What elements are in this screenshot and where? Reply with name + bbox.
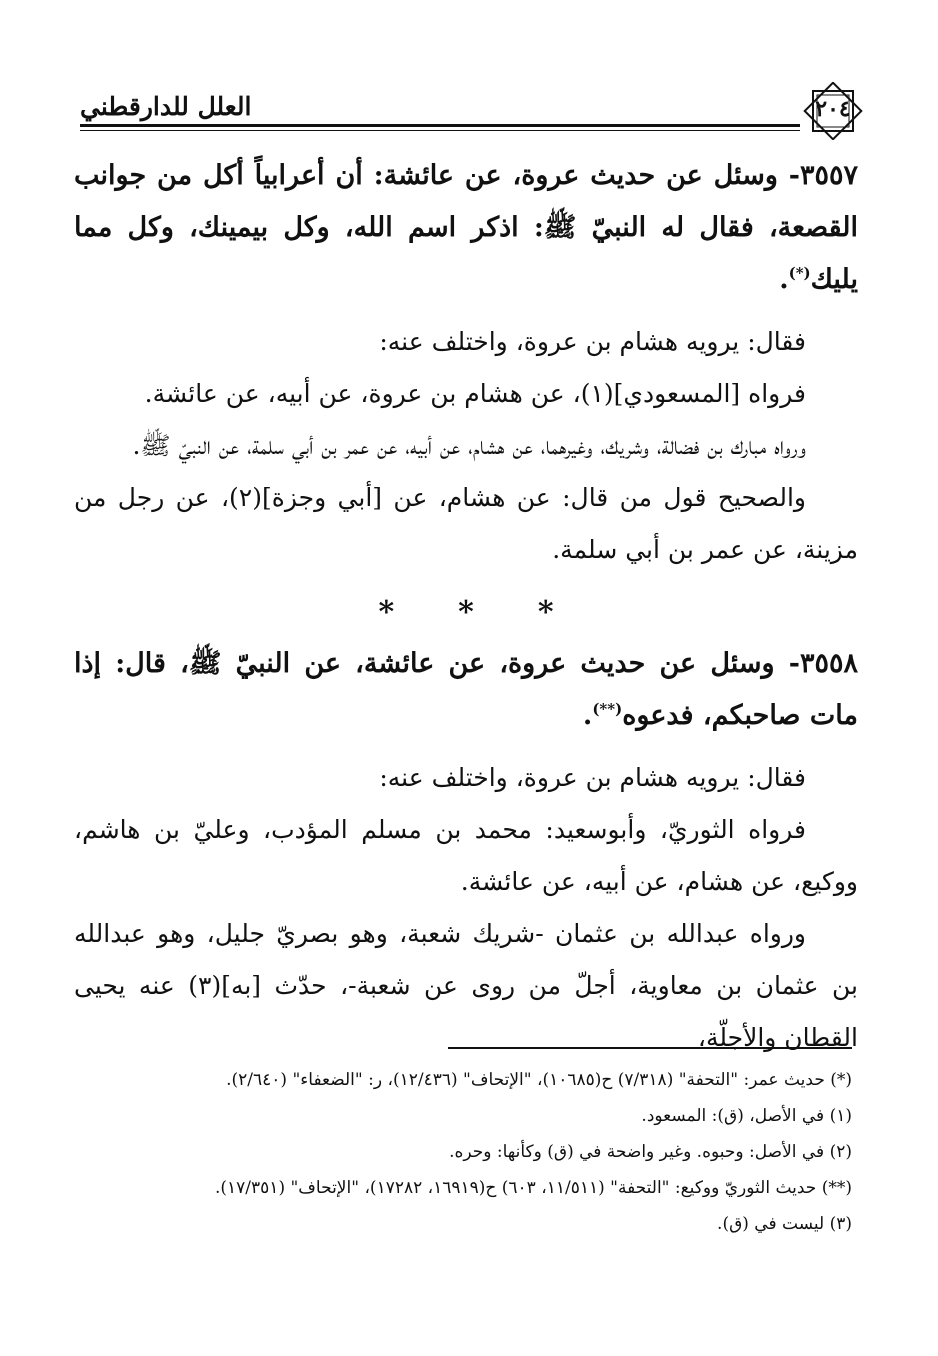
footnote: (١) في الأصل، (ق): المسعود. (641, 1106, 852, 1126)
footnote: (٢) في الأصل: وحبوه. وغير واضحة في (ق) وكأنها: وحره. (449, 1142, 852, 1162)
footnotes (74, 1062, 852, 1242)
paragraph: فرواه الثوريّ، وأبوسعيد: محمد بن مسلم المؤدب، وعليّ بن هاشم، ووكيع، عن هشام، عن أبيه، عن عائشة. (74, 815, 858, 896)
footnote: (**) حديث الثوريّ ووكيع: "التحفة" (١١/٥١١، ٦٠٣) ح(١٦٩١٩، ١٧٢٨٢)، "الإتحاف" (١٧/٣٥١). (215, 1178, 852, 1198)
footnote-rule (448, 1047, 852, 1049)
paragraph: ورواه مبارك بن فضالة، وشريك، وغيرهما، عن هشام، عن أبيه، عن عمر بن أبي سلمة، عن النبيّ ﷺ. (132, 431, 806, 460)
paragraph: فقال: يرويه هشام بن عروة، واختلف عنه: (379, 327, 806, 356)
paragraph: فقال: يرويه هشام بن عروة، واختلف عنه: (379, 763, 806, 792)
running-title: العلل للدارقطني (80, 92, 252, 121)
section-separator: * * * (378, 595, 554, 630)
main-text (74, 150, 858, 1064)
footnote-ref: (*) (788, 264, 811, 282)
entry-question: ٣٥٥٨- وسئل عن حديث عروة، عن عائشة، عن النبيّ ﷺ، قال: إذا مات صاحبكم، فدعوه(**). (74, 648, 858, 731)
footnote: (*) حديث عمر: "التحفة" (٧/٣١٨) ح(١٠٦٨٥)، "الإتحاف" (١٢/٤٣٦)، ر: "الضعفاء" (٢/٦٤٠). (226, 1070, 852, 1090)
entry-question: ٣٥٥٧- وسئل عن حديث عروة، عن عائشة: أن أعرابياً أكل من جوانب القصعة، فقال له النبيّ ﷺ: اذكر اسم الله، وكل بيمينك، وكل مما يليك(*). (74, 160, 858, 295)
footnote: (٣) ليست في (ق). (717, 1214, 852, 1234)
page-number: ٢٠٤ (815, 96, 851, 122)
page-number-ornament (800, 82, 866, 140)
paragraph: ورواه عبدالله بن عثمان -شريك شعبة، وهو بصريّ جليل، وهو عبدالله بن عثمان بن معاوية، أجلّ من روى عن شعبة-، حدّث [به](٣) عنه يحيى القطان والأجلّة، (74, 919, 858, 1052)
header-rule-thin (80, 130, 800, 131)
page-header (76, 82, 866, 140)
footnote-ref: (**) (592, 700, 623, 718)
paragraph: والصحيح قول من قال: عن هشام، عن [أبي وجزة](٢)، عن رجل من مزينة، عن عمر بن أبي سلمة. (74, 483, 858, 564)
paragraph: فرواه [المسعودي](١)، عن هشام بن عروة، عن أبيه، عن عائشة. (144, 379, 806, 408)
header-rule (80, 124, 800, 127)
